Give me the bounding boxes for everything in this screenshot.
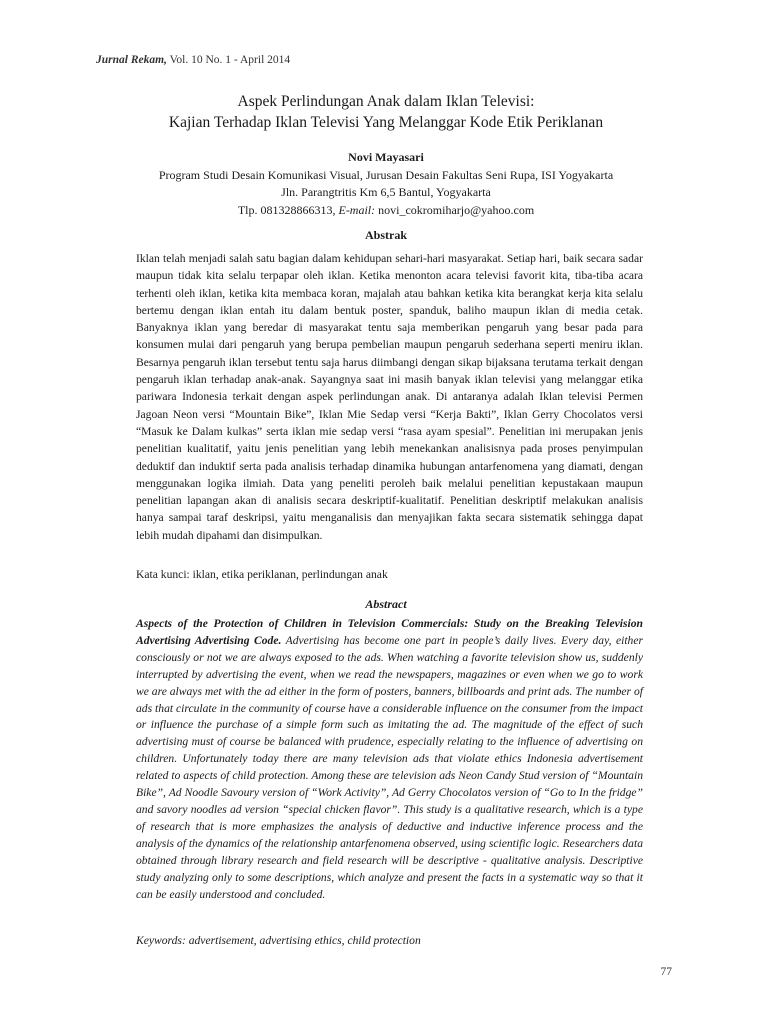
author-affiliation: Program Studi Desain Komunikasi Visual, Jurusan Desain Fakultas Seni Rupa, ISI Yogyakarta	[158, 167, 614, 182]
author-phone: Tlp. 081328866313,	[237, 202, 339, 217]
abstract-body	[136, 616, 643, 903]
author-contact	[96, 202, 676, 220]
paper-title	[96, 91, 676, 133]
title-line-2: Kajian Terhadap Iklan Televisi Yang Melanggar Kode Etik Periklanan	[168, 114, 604, 131]
email-label: E-mail:	[338, 202, 376, 217]
abstrak-heading: Abstrak	[364, 228, 407, 242]
page-number: 77	[660, 966, 672, 978]
journal-name: Jurnal Rekam,	[96, 54, 167, 66]
abstrak-keywords: Kata kunci: iklan, etika periklanan, perlindungan anak	[136, 568, 388, 581]
journal-issue: Vol. 10 No. 1 - April 2014	[166, 54, 291, 66]
journal-header	[96, 54, 290, 66]
author-name: Novi Mayasari	[348, 150, 424, 164]
abstract-heading: Abstract	[365, 597, 407, 611]
title-line-1: Aspek Perlindungan Anak dalam Iklan Televisi:	[237, 93, 535, 110]
author-email: novi_cokromiharjo@yahoo.com	[375, 202, 535, 217]
abstrak-body: Iklan telah menjadi salah satu bagian dalam kehidupan sehari-hari masyarakat. Setiap hari, baik secara sadar maupun tidak kita selalu terpapar oleh iklan. Ketika menonton acara televisi favorit kita, tiba-tiba acara terhenti oleh iklan, ketika kita membaca koran, majalah atau bahkan ketika kita berangkat kerja kita selalu bertemu dengan iklan entah itu dalam bentuk poster, spanduk, baliho maupun iklan di media cetak. Banyaknya iklan yang beredar di masyarakat tentu saja memberikan pengaruh yang besar pada para konsumen mulai dari pengaruh yang berupa pembelian maupun pengaruh sederhana seperti meniru iklan. Besarnya pengaruh iklan tersebut tentu saja harus diimbangi dengan sikap bijaksana terutama terkait dengan pengaruh iklan terhadap anak-anak. Sayangnya saat ini masih banyak iklan televisi yang melanggar etika pariwara Indonesia terkait dengan aspek perlindungan anak. Di antaranya adalah Iklan televisi Permen Jagoan Neon versi “Mountain Bike”, Iklan Mie Sedap versi “Kerja Bakti”, Iklan Gerry Chocolatos versi “Masuk ke Dalam kulkas” serta iklan mie sedap versi “rasa ayam spesial”. Penelitian ini merupakan jenis penelitian kualitatif, yaitu jenis penelitian yang lebih menekankan analisisnya pada proses penyimpulan deduktif dan induktif serta pada analisis terhadap dinamika hubungan antarfenomena yang diamati, dengan menggunakan logika ilmiah. Data yang peneliti peroleh baik melalui penelitian kepustakaan maupun penelitian lapangan akan di analisis secara deskriptif-kualitatif. Penelitian deskriptif melakukan analisis hanya sampai taraf deskripsi, yaitu menganalisis dan menyajikan fakta secara sistematik sehingga dapat lebih mudah dipahami dan disimpulkan.	[136, 252, 643, 542]
author-block	[96, 149, 676, 219]
author-address: Jln. Parangtritis Km 6,5 Bantul, Yogyakarta	[281, 185, 491, 199]
abstract-text: Advertising has become one part in people’s daily lives. Every day, either consciously or not we are always exposed to the ads. When watching a favorite television show us, suddenly interrupted by advertising the event, when we read the newspapers, magazines or even when we go to work we are always met with the ad either in the form of posters, banners, billboards and print ads. The number of ads that circulate in the community of course have a considerable influence on the consumer from the impact or influence the purchase of a simple form such as imitating the ad. The magnitude of the effect of such advertising must of course be balanced with prudence, especially relating to the influence of advertising on children. Unfortunately today there are many television ads that violate ethics Indonesia advertisement related to aspects of child protection. Among these are television ads Neon Candy Stud version of “Mountain Bike”, Ad Noodle Savoury version of “Work Activity”, Ad Gerry Chocolatos version of “Go to In the fridge” and savory noodles ad version “special chicken flavor”. This study is a qualitative research, which is a type of research that is more emphasizes the analysis of deductive and inductive inference process and the analysis of the dynamics of the relationship antarfenomena observed, using scientific logic. Researchers data obtained through library research and field research will be descriptive - qualitative analysis. Descriptive study analyzing only to some descriptions, which analyze and present the facts in a systematic way so that it can be easily understood and concluded.	[136, 633, 644, 901]
abstract-lead: Aspects of the Protection of Children in Television Commercials: Study on the Breaking Television Advertising Advertising Code.	[136, 617, 643, 647]
abstract-keywords: Keywords: advertisement, advertising ethics, child protection	[136, 934, 421, 947]
